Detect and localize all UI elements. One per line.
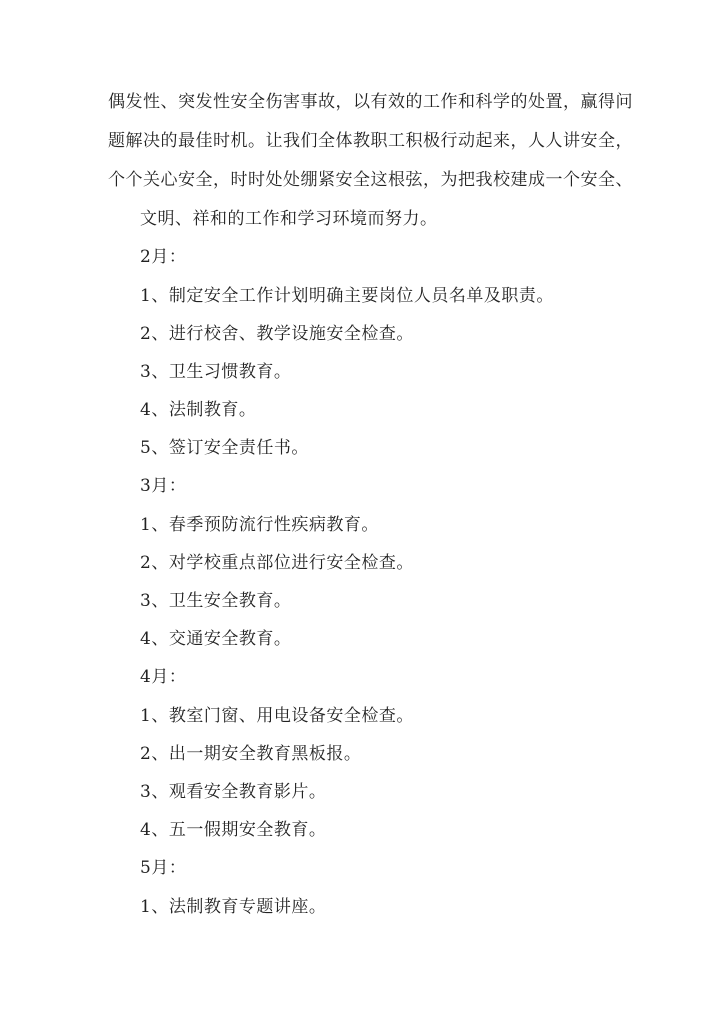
- list-item: 3、观看安全教育影片。: [140, 782, 327, 802]
- list-item: 1、春季预防流行性疾病教育。: [140, 515, 379, 535]
- list-item: 3、卫生习惯教育。: [140, 362, 292, 382]
- list-item: 4、交通安全教育。: [140, 629, 292, 649]
- list-item: 2、出一期安全教育黑板报。: [140, 744, 362, 764]
- list-item: 3、卫生安全教育。: [140, 591, 292, 611]
- section-heading-apr: 4月：: [140, 667, 187, 687]
- list-item: 2、对学校重点部位进行安全检查。: [140, 553, 414, 573]
- list-item: 1、法制教育专题讲座。: [140, 897, 327, 917]
- list-item: 4、五一假期安全教育。: [140, 820, 327, 840]
- intro-line-2: 题解决的最佳时机。让我们全体教职工积极行动起来，人人讲安全，: [108, 131, 633, 151]
- list-item: 2、进行校舍、教学设施安全检查。: [140, 324, 414, 344]
- list-item: 1、制定安全工作计划明确主要岗位人员名单及职责。: [140, 286, 554, 306]
- section-heading-may: 5月：: [140, 858, 187, 878]
- list-item: 5、签订安全责任书。: [140, 438, 309, 458]
- intro-line-1: 偶发性、突发性安全伤害事故，以有效的工作和科学的处置，赢得问: [108, 92, 633, 112]
- intro-line-3: 个个关心安全，时时处处绷紧安全这根弦，为把我校建成一个安全、: [108, 170, 633, 190]
- section-heading-feb: 2月：: [140, 247, 187, 267]
- list-item: 1、教室门窗、用电设备安全检查。: [140, 706, 414, 726]
- list-item: 4、法制教育。: [140, 400, 257, 420]
- intro-line-4: 文明、祥和的工作和学习环境而努力。: [140, 209, 438, 229]
- section-heading-mar: 3月：: [140, 476, 187, 496]
